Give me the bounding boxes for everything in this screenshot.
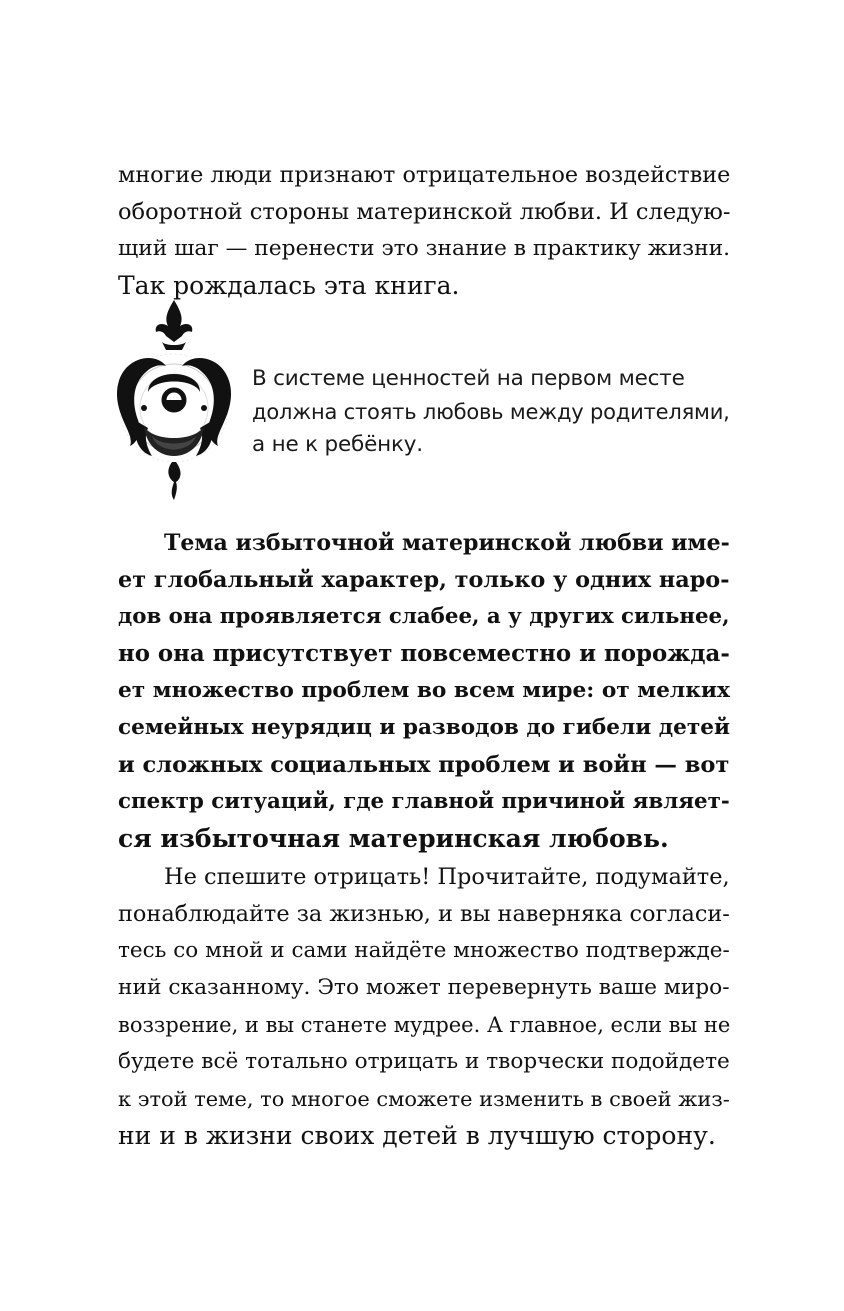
closing-line: к этой теме, то многое сможете изменить в своей жиз- — [118, 1087, 730, 1111]
intro-line: Так рождалась эта книга. — [118, 271, 460, 300]
bold-line: Тема избыточной материнской любви име- — [164, 530, 730, 556]
bold-line: семейных неурядиц и разводов до гибели детей — [118, 715, 730, 740]
closing-line: Не спешите отрицать! Прочитайте, подумайте, — [164, 864, 730, 890]
bold-line: дов она проявляется слабее, а у других сильнее, — [118, 604, 730, 629]
bold-line: но она присутствует повсеместно и порожда- — [118, 641, 730, 667]
bold-line: ет множество проблем во всем мире: от мелких — [118, 678, 730, 703]
callout-line: В системе ценностей на первом месте — [252, 366, 685, 391]
bold-line: спектр ситуаций, где главной причиной являет- — [118, 789, 730, 814]
intro-line: многие люди признают отрицательное воздействие — [118, 162, 731, 188]
closing-line: будете всё тотально отрицать и творчески подойдете — [118, 1049, 730, 1074]
closing-line: понаблюдайте за жизнью, и вы наверняка согласи- — [118, 901, 730, 927]
ornament-icon — [108, 296, 240, 506]
bold-line: ет глобальный характер, только у одних наро- — [118, 567, 730, 593]
intro-line: щий шаг — перенести это знание в практику жизни. — [118, 236, 731, 261]
closing-line: ни и в жизни своих детей в лучшую сторону. — [118, 1121, 716, 1150]
closing-line: ний сказанному. Это может перевернуть ваше миро- — [118, 975, 730, 1000]
closing-line: тесь со мной и сами найдёте множество подтвержде- — [118, 938, 730, 963]
closing-line: воззрение, и вы станете мудрее. А главное, если вы не — [118, 1013, 731, 1037]
callout-line: а не к ребёнку. — [252, 432, 423, 457]
intro-line: оборотной стороны материнской любви. И следую- — [118, 199, 731, 225]
callout-line: должна стоять любовь между родителями, — [252, 399, 730, 424]
bold-line: и сложных социальных проблем и войн — вот — [118, 752, 730, 778]
bold-line: ся избыточная материнская любовь. — [118, 824, 669, 853]
